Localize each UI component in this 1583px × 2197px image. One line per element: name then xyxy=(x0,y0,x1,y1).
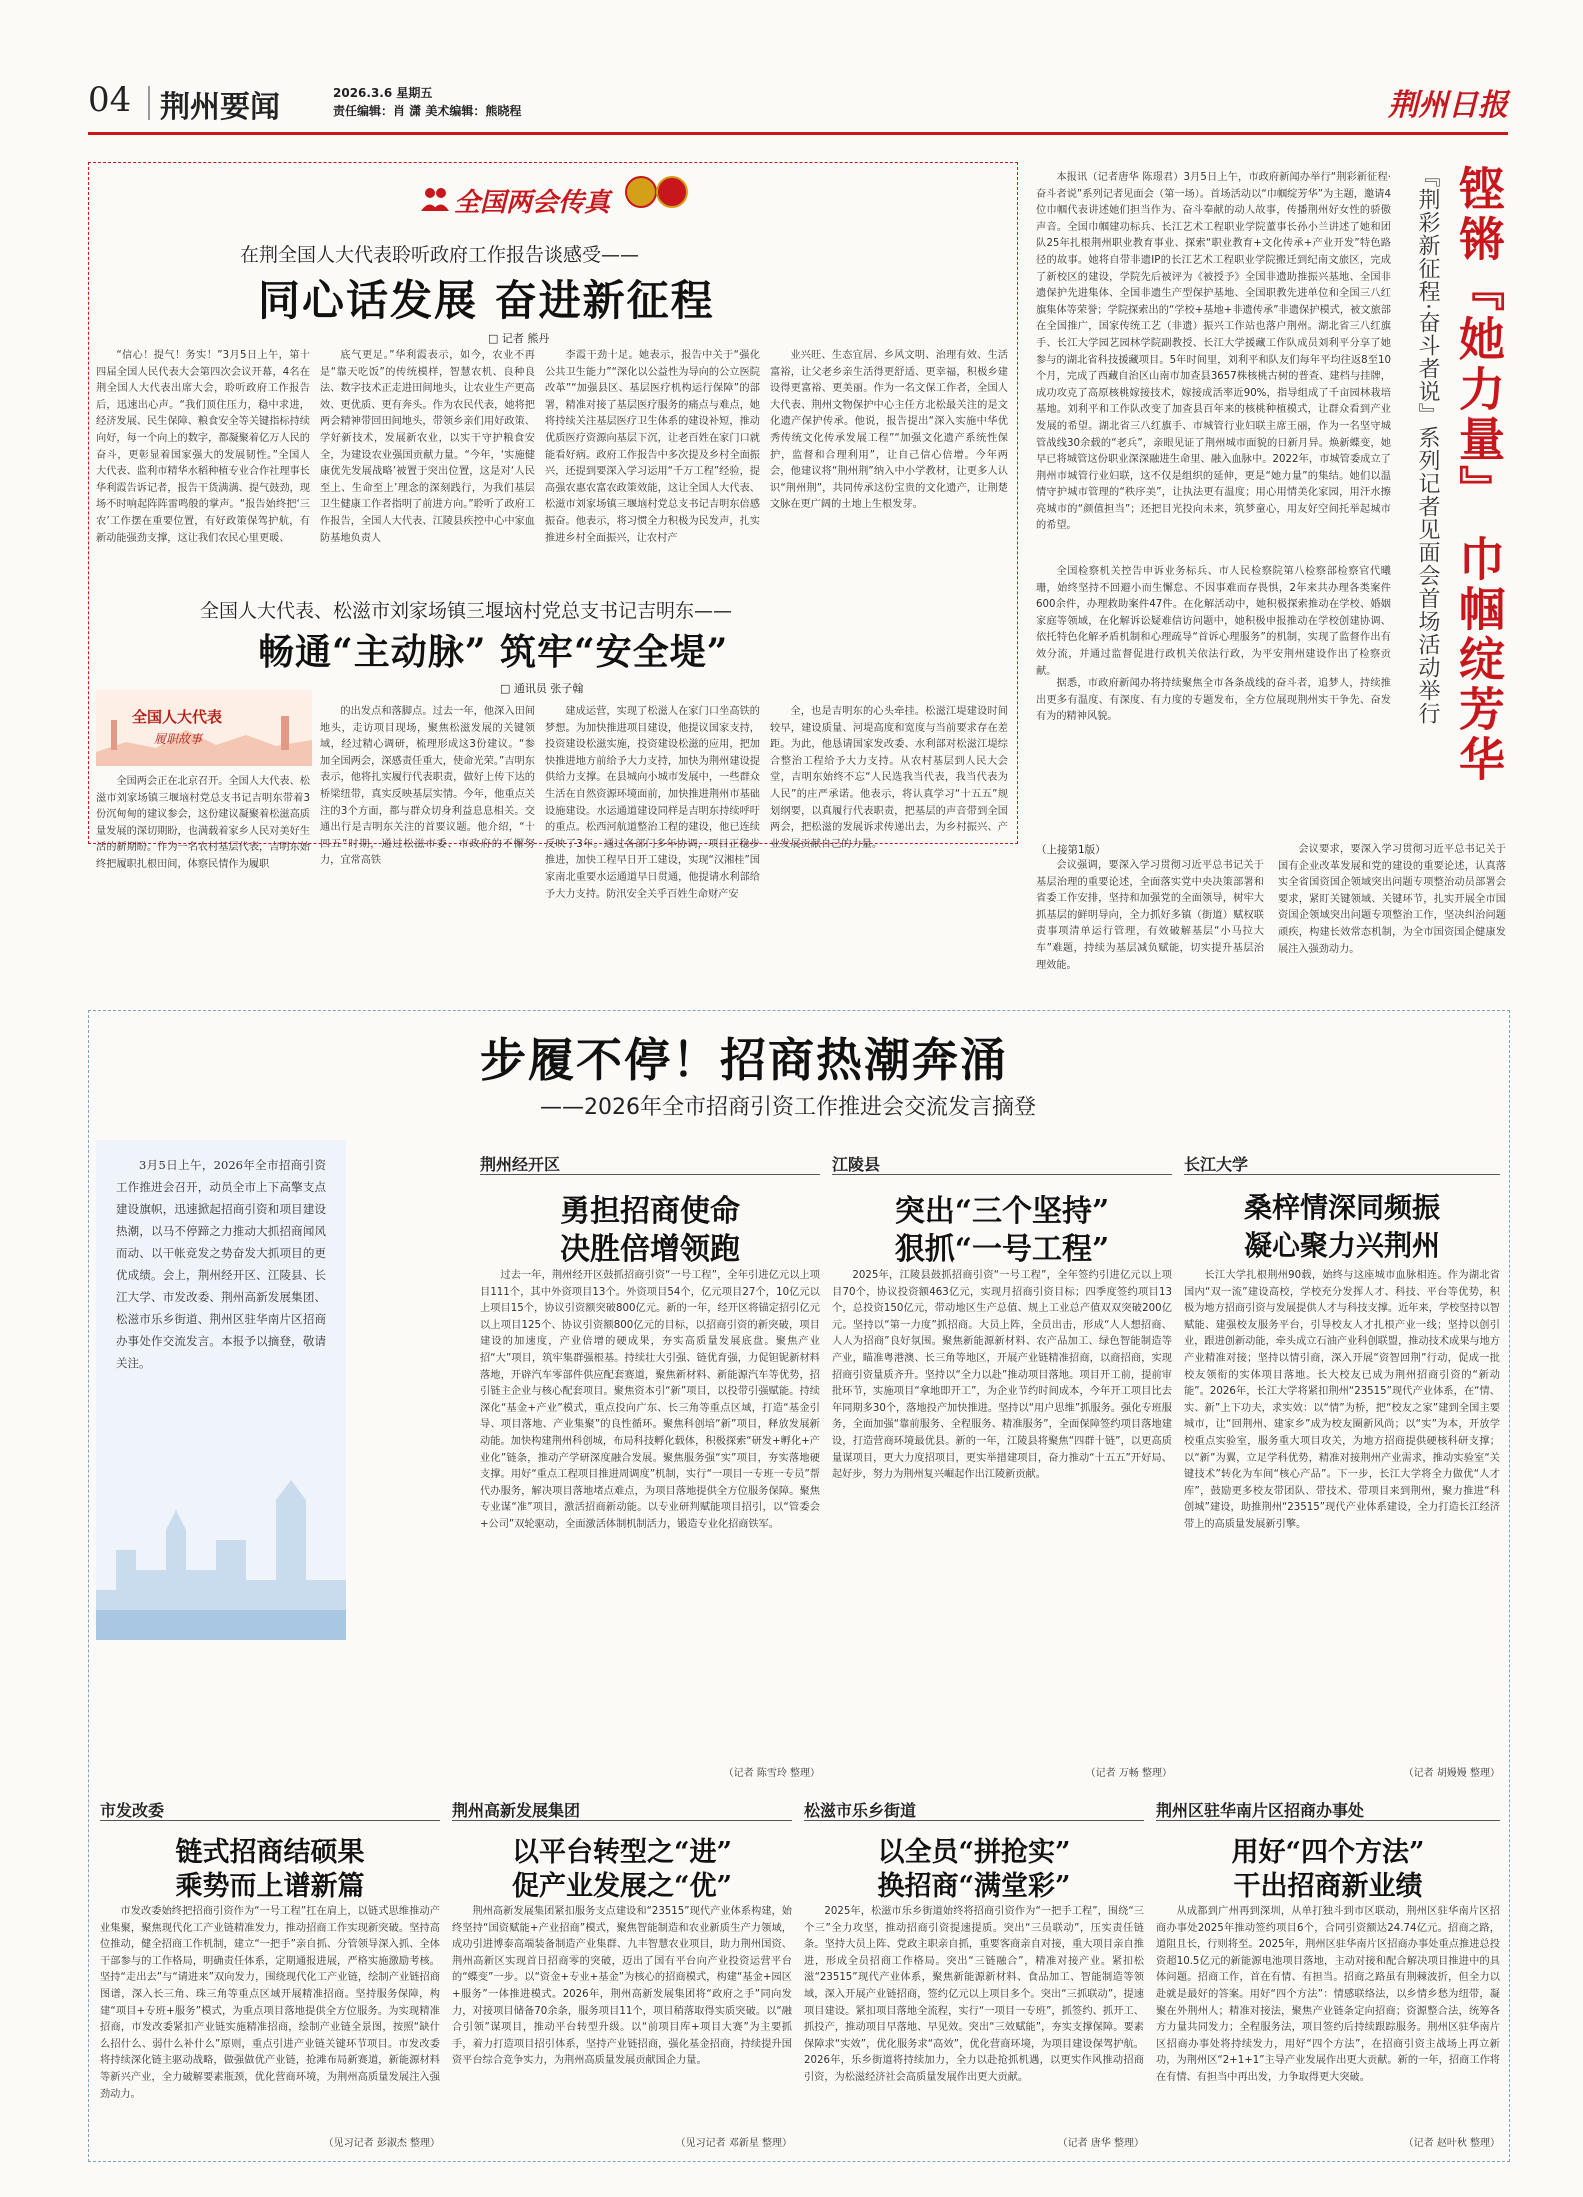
article-byline: （记者 陈雪玲 整理） xyxy=(723,1768,820,1779)
story-badge-title: 全国人大代表 xyxy=(132,708,223,726)
article-body: 过去一年，荆州经开区鼓抓招商引资“一号工程”，全年引进亿元以上项目111个，其中外资项目13个。外资项目54个，亿元项目27个，10亿元以上项目15个，协议引资额突破800亿元。新的一年，经开区将锚定招引亿元以上项目125个、协议引资额800亿元的目标，以招商引资的新突破，项目建设的加速度，产业倍增的硬成果，夯实高质量发展底盘。聚焦产业招“大”项目，筑牢集群强根基。持续壮大引强、链优育强，力促钽铌新材料落地，开辟汽车零部件供应配套赛道，聚焦新材料、新能源汽车等优势，招引链主企业与核心配套项目。聚焦资本引“新”项目，以投带引强赋能。持续深化“基金+产业”模式，重点投向广东、长三角等重点区域，打造“基金引导、项目落地、产业集聚”的良性循环。聚焦科创培“新”项目，释放发展新动能。加快构建荆州科创城，布局科技孵化载体，积极探索“研发+孵化+产业化”链条，推动产学研深度融合发展。聚焦服务强“实”项目，夯实落地硬支撑。用好“重点工程项目推进周调度”机制，实行“一项目一专班一专员”帮代办服务，解决项目落地堵点难点，为项目落地提供全方位服务保障。聚焦专业谋“准”项目，激活招商新动能。以专业研判赋能项目招引，以“管委会+公司”双轮驱动，全面激活体制机制活力，锻造专业化招商铁军。 xyxy=(480,1270,820,1530)
story-badge xyxy=(96,690,312,766)
unit-underline xyxy=(832,1174,1172,1175)
article-unit: 松滋市乐乡街道 xyxy=(804,1801,917,1820)
article-unit: 江陵县 xyxy=(832,1155,881,1174)
article-title-1: 桑梓情深同频振 xyxy=(1243,1191,1440,1224)
article-title-2: 决胜倍增领跑 xyxy=(560,1232,740,1267)
article-unit: 荆州区驻华南片区招商办事处 xyxy=(1156,1801,1365,1820)
article-title-2: 凝心聚力兴荆州 xyxy=(1243,1229,1440,1262)
article-unit: 市发改委 xyxy=(100,1801,165,1820)
series-body-mid: 全国检察机关控告申诉业务标兵、市人民检察院第八检察部检察官代曦珊，始终坚持不回避小而生懈怠、不因事难而存畏惧，2年来共办理各类案件600余件，办理救助案件47件。在化解活动中，她积极探索推动在学校、婚姻家庭等领域，在化解诉讼疑难信访问题中，她积极申报推动在学校创建协调、依托特色化解矛盾机制和心理疏导“首诉心理服务”的机制，实现了监督作出有效分流，并通过监督促进行政机关依法行政，为平安荆州建设作出了检察贡献。 xyxy=(1036,566,1391,677)
continued-col1: 会议强调，要深入学习贯彻习近平总书记关于基层治理的重要论述，全面落实党中央决策部署和省委工作安排，坚持和加强党的全面领导，树牢大抓基层的鲜明导向，全力抓好多镇（街道）赋权联责事项清单运行管理，有效破解基层“小马拉大车”难题，持续为基层减负赋能，切实提升基层治理效能。 xyxy=(1036,860,1264,971)
article-card xyxy=(832,1152,1172,1782)
lianghui-banner-text: 全国两会传真 xyxy=(454,188,611,218)
emblem-icon xyxy=(625,176,657,208)
article-title-1: 勇担招商使命 xyxy=(560,1194,740,1229)
article-byline: （记者 唐华 整理） xyxy=(1057,2138,1144,2149)
paper-logo: 荆州日报 xyxy=(1388,88,1508,123)
article-unit: 荆州经开区 xyxy=(480,1155,561,1174)
article-title-2: 狠抓“一号工程” xyxy=(894,1232,1110,1267)
series-body-top: 本报讯（记者唐华 陈璟君）3月5日上午，市政府新闻办举行“荆彩新征程·奋斗者说”系列记者见面会（第一场）。首场活动以“巾帼绽芳华”为主题，邀请4位巾帼代表讲述她们担当作为、奋斗奉献的动人故事，传播荆州好女性的骄傲声音。全国巾帼建功标兵、长江艺术工程职业学院董事长孙小兰讲述了她和团队25年扎根荆州职业教育事业、探索“职业教育+文化传承+产业开发”特色路径的故事。她将自带非遗IP的长江艺术工程职业学院搬迁到纪南文旅区，完成了新校区的建设，学院先后被评为《被授予》全国非遗助推振兴基地、全国非遗保护先进集体、全国非遗生产型保护基地、全国职教先进单位和全国三八红旗集体等荣誉；学院探索出的“学校+基地+非遗传承”非遗保护模式，被文旅部在全国推广，国家传统工艺（非遗）振兴工作站也落户荆州。湖北省三八红旗手、长江大学园艺园林学院副教授、长江大学援藏工作队成员刘利平分享了她参与的湖北省科技援藏项目。5年时间里，刘利平和队友们每年平均往返8至10个月，完成了西藏自治区山南市加查县3657株核桃古树的普查、建档与挂牌，成功攻克了高原核桃嫁接技术，嫁接成活率近90%，指导组成了千亩园林栽培基地。刘利平和工作队改变了加查县百年来的核桃种植模式，让群众看到产业发展的希望。湖北省三八红旗手、市城管行业妇联主席王丽，作为一名坚守城管战线30余载的“老兵”，亲眼见证了荆州城市面貌的日新月异。焕新蝶变，她早已将城管这份职业深深融进生命里、融入血脉中。2022年，市城管委成立了荆州市城管行业妇联，这不仅是组织的延伸，更是“她力量”的集结。她们以温情守护城市管理的“秩序美”，让执法更有温度；用心用情美化家园，用汗水擦亮城市的“颜值担当”；还把目光投向未来，筑梦童心，用友好空间托举起城市的希望。 xyxy=(1036,172,1391,532)
author-1: □ 记者 熊丹 xyxy=(488,332,550,345)
article-body: 2025年，松滋市乐乡街道始终将招商引资作为“一把手工程”，围绕“三个三”全力攻坚，推动招商引资提速提质。突出“三员联动”，压实责任链条。坚持大员上阵、党政主职亲自抓，重要客商亲自对接，重大项目亲自推进，形成全员招商工作格局。突出“三链融合”，精准对接产业。紧扣松滋“23515”现代产业体系，聚焦新能源新材料、食品加工、智能制造等领域，深入开展产业链招商，签约亿元以上项目多个。突出“三抓联动”，提速项目建设。紧扣项目落地全流程，实行“一项目一专班”，抓签约、抓开工、抓投产，推动项目早落地、早见效。突出“三效赋能”，夯实支撑保障。要素保障求“实效”，优化服务求“高效”，优化营商环境，为项目建设保驾护航。2026年，乐乡街道将持续加力，全力以赴抢抓机遇，以更实作风推动招商引资，为松滋经济社会高质量发展作出更大贡献。 xyxy=(804,1906,1144,2083)
article-title-1: 用好“四个方法” xyxy=(1231,1837,1425,1868)
unit-underline xyxy=(1184,1174,1500,1175)
article-title-1: 链式招商结硕果 xyxy=(175,1837,365,1868)
continued-col2: 会议要求，要深入学习贯彻习近平总书记关于国有企业改革发展和党的建设的重要论述，认真落实全省国资国企领域突出问题专项整治动员部署会要求，紧盯关键领域、关键环节，扎实开展全市国资国企领域突出问题专项整治工作，坚决纠治问题顽疾，构建长效常态机制，为全市国资国企健康发展注入强劲动力。 xyxy=(1278,844,1506,955)
article-card xyxy=(1156,1798,1500,2150)
masthead-divider xyxy=(148,86,150,120)
article-body: 长江大学扎根荆州90载，始终与这座城市血脉相连。作为湖北省国内“双一流”建设高校，学校充分发挥人才、科技、平台等优势，积极为地方招商引资与发展提供人才与科技支撑。近年来，学校坚持以智赋能、建强校友服务平台，引导校友人才扎根产业一线；坚持以创引业，跟进创新动能，牵头成立石油产业科创联盟，推动技术成果与地方产业精准对接；坚持以情引商，深入开展“资智回荆”行动，促成一批校友领衔的实体项目落地。长大校友已成为荆州招商引资的“新动能”。2026年，长江大学将紧扣荆州“23515”现代产业体系，在“情、实、新”上下功夫，求实效：以“情”为桥，把“校友之家”建到全国主要城市，让“回荆州、建家乡”成为校友圈新风尚；以“实”为本，开放学校重点实验室，服务重大项目攻关，为地方招商提供硬核科研支撑；以“新”为翼，立足学科优势，精准对接荆州产业需求，推动实验室“关键技术”转化为车间“核心产品”。下一步，长江大学将全力做优“人才库”，鼓励更多校友带团队、带技术、带项目来到荆州，聚力推进“科创城”建设，助推荆州“23515”现代产业体系建设，全力打造长江经济带上的高质量发展新引擎。 xyxy=(1184,1270,1500,1530)
article-unit: 长江大学 xyxy=(1184,1155,1249,1174)
unit-underline xyxy=(804,1820,1144,1821)
article-card xyxy=(452,1798,792,2150)
article-title-1: 突出“三个坚持” xyxy=(894,1194,1110,1229)
headline-1: 同心话发展 奋进新征程 xyxy=(258,276,715,325)
article2-col3: 建成运营，实现了松滋人在家门口坐高铁的梦想。为加快推进项目建设，他提议国家支持，投资建设松滋实施，投资建设松滋的应用，把加快推进地方前给予大力支持，加快为荆州建设提供给力支撑。在县城向小城市发展中，一些群众生活在自然资源环境面前，加快推进荆州市基础设施建设。水运通道建设同样是吉明东持续呼吁的重点。松西河航道整治工程的建设，他已连续反映了3年。通过各部门多年协调，项目正稳步推进，加快工程早日开工建设，实现“汉湘桂”国家南北重要水运通道早日贯通，他提请水利部给予大力支持。防汛安全关乎百姓生命财产安 xyxy=(545,706,760,900)
skyline-graphic xyxy=(96,1440,346,1640)
section-title: 荆州要闻 xyxy=(160,90,280,125)
article-title-2: 干出招商新业绩 xyxy=(1233,1871,1423,1902)
intro-text: 3月5日上午，2026年全市招商引资工作推进会召开，动员全市上下高擎支点建设旗帜，迅速掀起招商引资和项目建设热潮，以马不停蹄之力推动大抓招商闻风而动、以干帐竞发之势奋发大抓项目的更优成绩。会上，荆州经开区、江陵县、长江大学、市发改委、荆州高新发展集团、松滋市乐乡街道、荆州区驻华南片区招商办事处作交流发言。本报予以摘登，敬请关注。 xyxy=(116,1158,326,1370)
continued-label: （上接第1版） xyxy=(1036,844,1106,856)
series-body-bottom: 据悉，市政府新闻办将持续聚焦全市各条战线的奋斗者，追梦人，持续推出更多有温度、有深度、有力度的专题发布，全方位展现荆州实干争先、奋发有为的精神风貌。 xyxy=(1036,678,1391,723)
kicker-1: 在荆全国人大代表聆听政府工作报告谈感受—— xyxy=(240,244,640,266)
masthead-rule xyxy=(88,132,1508,135)
people-icon xyxy=(420,186,450,212)
article-byline: （记者 赵叶秋 整理） xyxy=(1403,2138,1500,2149)
series-headline: 铿锵『她力量』 巾帼绽芳华 xyxy=(1452,165,1506,786)
article-byline: （见习记者 邓新星 整理） xyxy=(675,2138,792,2149)
article-byline: （记者 胡嫚嫚 整理） xyxy=(1403,1768,1500,1779)
page-number: 04 xyxy=(88,80,132,120)
zhaoshang-headline: 步履不停！招商热潮奔涌 xyxy=(480,1033,1008,1087)
article-unit: 荆州高新发展集团 xyxy=(452,1801,581,1820)
author-2: □ 通讯员 张子翰 xyxy=(500,682,584,695)
article1-col4: 业兴旺、生态宜居、乡风文明、治理有效、生活富裕，让父老乡亲生活得更舒适、更幸福，积极乡建设得更富裕、更美丽。作为一名文保工作者，全国人大代表、荆州文物保护中心主任方北松最关注的是文化遗产保护传承。他说，报告提出“深入实施中华优秀传统文化传承发展工程”“加强文化遗产系统性保护，监督和合理利用”，让自己信心倍增。今年两会，他建议将“荆州荆”纳入中小学教材，让更多人认识“荆州荆”，共同传承这份宝贵的文化遗产，让荆楚文脉在更广阔的土地上生根发芽。 xyxy=(770,350,1008,511)
article2-col4: 全，也是吉明东的心头牵挂。松滋江堤建设时间较早，建设质量、河堤高度和宽度与当前要求存在差距。为此，他恳请国家发改委、水利部对松滋江堤综合整治工程给予大力支持。从农村基层到人民大会堂，吉明东始终不忘“人民选我当代表，我当代表为人民”的庄严承诺。他表示，将认真学习“十五五”规划纲要，以真履行代表职责，把基层的声音带到全国两会，把松滋的发展诉求传递出去，为乡村振兴、产业发展贡献自己的力量。 xyxy=(770,706,1008,850)
article-body: 从成都到广州再到深圳，从单打独斗到市区联动，荆州区驻华南片区招商办事处2025年推动签约项目6个，合同引资额达24.74亿元。招商之路，道阻且长，行则将至。2025年，荆州区驻华南片区招商办事处重点推进总投资超10.5亿元的新能源电池项目落地，主动对接和配合解决项目推进中的具体问题。招商工作，首在有情、有担当。招商之路虽有荆棘波折，但全力以赴就是最好的答案。用好“四个方法”：情感联络法，以乡情乡愁为纽带，凝聚在外荆州人；精准对接法，聚焦产业链条定向招商；资源整合法，统筹各方力量共同发力；全程服务法，项目签约后持续跟踪服务。荆州区驻华南片区招商办事处将持续发力，用好“四个方法”，在招商引资主战场上再立新功，为荆州区“2+1+1”主导产业发展作出更大贡献。新的一年，招商工作将在有情、有担当中再出发，力争取得更大突破。 xyxy=(1156,1906,1500,2083)
article-byline: （记者 万畅 整理） xyxy=(1085,1768,1172,1779)
unit-underline xyxy=(1156,1820,1500,1821)
issue-date: 2026.3.6 星期五 xyxy=(333,86,433,100)
article-title-1: 以平台转型之“进” xyxy=(511,1837,733,1868)
zhaoshang-subhead: ——2026年全市招商引资工作推进会交流发言摘登 xyxy=(540,1095,1036,1120)
article-body: 荆州高新发展集团紧扣服务支点建设和“23515”现代产业体系构建，始终坚持“国资赋能+产业招商”模式，聚焦智能制造和农业新质生产力领域，成功引进博泰高端装备制造产业集群、九丰智慧农业项目，助力荆州国资、荆州高新区实现首日招商零的突破，迈出了国有平台向产业投资运营平台的“蝶变”一步。以“资金+专业+基金”为核心的招商模式，构建“基金+园区+服务”一体推进模式。2026年，荆州高新发展集团将“政府之手”同向发力，对接项目储备70余条，服务项目11个，项目稍落取得实质突破。以“融合引领”谋项目，推动平台转型升级。以“前项目库+项目大赛”为主要抓手，着力打造项目招引体系，坚持产业链招商，强化基金招商，持续提升国资平台综合竞争实力，为荆州高质量发展贡献国企力量。 xyxy=(452,1906,792,2067)
story-badge-sub: 履职故事 xyxy=(154,732,203,746)
article-byline: （见习记者 彭淑杰 整理） xyxy=(323,2138,440,2149)
intro-panel xyxy=(96,1140,346,1640)
article-title-1: 以全员“拼抢实” xyxy=(877,1837,1071,1868)
unit-underline xyxy=(100,1820,440,1821)
article-card xyxy=(804,1798,1144,2150)
lianghui-banner xyxy=(420,176,700,222)
emblem-icon-2 xyxy=(656,176,688,208)
editor-credit: 责任编辑：肖 潇 美术编辑：熊晓程 xyxy=(333,104,522,118)
article-card xyxy=(480,1152,820,1782)
unit-underline xyxy=(452,1820,792,1821)
article-title-2: 换招商“满堂彩” xyxy=(877,1871,1071,1902)
article-card xyxy=(100,1798,440,2150)
article-card xyxy=(1184,1152,1500,1782)
article-body: 2025年，江陵县鼓抓招商引资“一号工程”，全年签约引进亿元以上项目70个，协议投资额463亿元，实现月招商引资目标；四季度签约项目13个，总投资150亿元，带动地区生产总值、规上工业总产值双双突破200亿元。坚持以“第一力度”抓招商。大员上阵，全员出击，形成“人人想招商、人人为招商”良好氛围。聚焦新能源新材料、农产品加工、绿色智能制造等产业，瞄准粤港澳、长三角等地区，开展产业链精准招商，以商招商，实现招商引资量质齐升。坚持以“全力以赴”推动项目落地。项目开工前，提前审批环节，实施项目“拿地即开工”，为企业节约时间成本，今年开工项目比去年同期多30个，落地投产加快推进。坚持以“用户思维”抓服务。强化专班服务，全面加强“靠前服务、全程服务、精准服务”，全面保障签约项目落地建设，打造营商环境最优县。新的一年，江陵县将聚焦“四群十链”，以更高质量谋项目，更大力度招项目，更实举措建项目，奋力推动“十五五”开好局、起好步，努力为荆州复兴崛起作出江陵新贡献。 xyxy=(832,1270,1172,1481)
article2-col1: 全国两会正在北京召开。全国人大代表、松滋市刘家场镇三堰垴村党总支书记吉明东带着3份沉甸甸的建议参会，这份建议凝聚着松滋高质量发展的深切期盼，也满载着家乡人民对美好生活的新期盼。作为一名农村基层代表，吉明东始终把履职扎根田间，体察民情作为履职 xyxy=(96,776,310,870)
article2-col2: 的出发点和落脚点。过去一年，他深入田间地头，走访项目现场，聚焦松滋发展的关键领域，经过精心调研，梳理形成这3份建议。“参加全国两会，深感责任重大，使命光荣。”吉明东表示，他将扎实履行代表职责，做好上传下达的桥梁纽带，真实反映基层实情。今年，他重点关注的3个方面，都与群众切身利益息息相关。交通出行是吉明东关注的首要议题。他介绍，“十四五”时期，通过松滋市委、市政府的不懈努力，宜常高铁 xyxy=(320,706,535,867)
series-vertical-tag: 『荆彩新征程·奋斗者说』系列记者见面会首场活动举行 xyxy=(1415,165,1440,725)
article1-col3: 李霞干劲十足。她表示，报告中关于“强化公共卫生能力”“深化以公益性为导向的公立医院改革”“加强县区、基层医疗机构运行保障”的部署，精准对接了基层医疗服务的痛点与难点，她将持续关注基层医疗卫生体系的建设补短，推动优质医疗资源向基层下沉，让老百姓在家门口就能看好病。政府工作报告中多次提及乡村全面振兴，还提到要深入学习运用“千万工程”经验，提高强农惠农富农政策效能，这让全国人大代表、松滋市刘家场镇三堰垴村党总支书记吉明东倍感振奋。他表示，将习惯全力积极为民发声，扎实推进乡村全面振兴，让农村产 xyxy=(545,350,760,544)
unit-underline xyxy=(480,1174,820,1175)
article-title-2: 乘势而上谱新篇 xyxy=(175,1871,365,1902)
masthead xyxy=(88,80,1508,126)
article-title-2: 促产业发展之“优” xyxy=(511,1871,733,1902)
badge-skyline-graphic xyxy=(96,690,312,766)
article1-col1: “信心！提气！务实！”3月5日上午，第十四届全国人民代表大会第四次会议开幕，4名在荆全国人大代表出席大会，聆听政府工作报告后，迅速出心声。“我们顶住压力，稳中求进，经济发展、民生保障、粮食安全等关键指标持续向好，每一个向上的数字，都凝聚着亿万人民的奋斗，更彰显着国家强大的发展韧性。”全国人大代表、监利市精华水稻种植专业合作社理事长华利霞告诉记者，报告干货满满、提气鼓劲，现场不时响起阵阵雷鸣般的掌声。“报告始终把‘三农’工作摆在重要位置，有好政策保驾护航，有新动能强劲支撑，这让我们农民心里更暖、 xyxy=(96,350,310,544)
article1-col2: 底气更足。”华利霞表示，如今，农业不再是“靠天吃饭”的传统模样，智慧农机、良种良法、数字技术正走进田间地头，让农业生产更高效、更优质、更有奔头。作为农民代表，她将把两会精神带回田间地头，带领乡亲们用好政策、学好新技术，发展新农业，以实干守护粮食安全，为建设农业强国贡献力量。“今年，‘实施健康优先发展战略’被置于突出位置，这是对‘人民至上、生命至上’理念的深刻践行，为我们基层卫生健康工作者指明了前进方向。”聆听了政府工作报告，全国人大代表、江陵县疾控中心中家血防基地负责人 xyxy=(320,350,535,544)
kicker-2: 全国人大代表、松滋市刘家场镇三堰垴村党总支书记吉明东—— xyxy=(200,600,733,622)
headline-2: 畅通“主动脉” 筑牢“安全堤” xyxy=(258,631,729,673)
article-body: 市发改委始终把招商引资作为“一号工程”扛在肩上，以链式思维推动产业集聚，聚焦现代化工产业链精准发力，推动招商工作实现新突破。坚持高位推动，健全招商工作机制，建立“一把手”亲自抓、分管领导深入抓、全体干部参与的工作格局，明确责任体系，定期通报进展，严格实施激励考核。坚持“走出去”与“请进来”双向发力，围绕现代化工产业链，绘制产业链招商图谱，深入长三角、珠三角等重点区域开展精准招商。坚持服务保障，构建“项目+专班+服务”模式，为重点项目落地提供全方位服务。为实现精准招商，市发改委紧扣产业链实施精准招商，绘制产业链全景图，按照“缺什么招什么、弱什么补什么”原则，重点引进产业链关键环节项目。市发改委将持续深化链主驱动战略，做强做优产业链，抢滩布局新赛道，新能源材料等新兴产业，全力破解要素瓶颈，优化营商环境，为荆州高质量发展注入强劲动力。 xyxy=(100,1906,440,2100)
